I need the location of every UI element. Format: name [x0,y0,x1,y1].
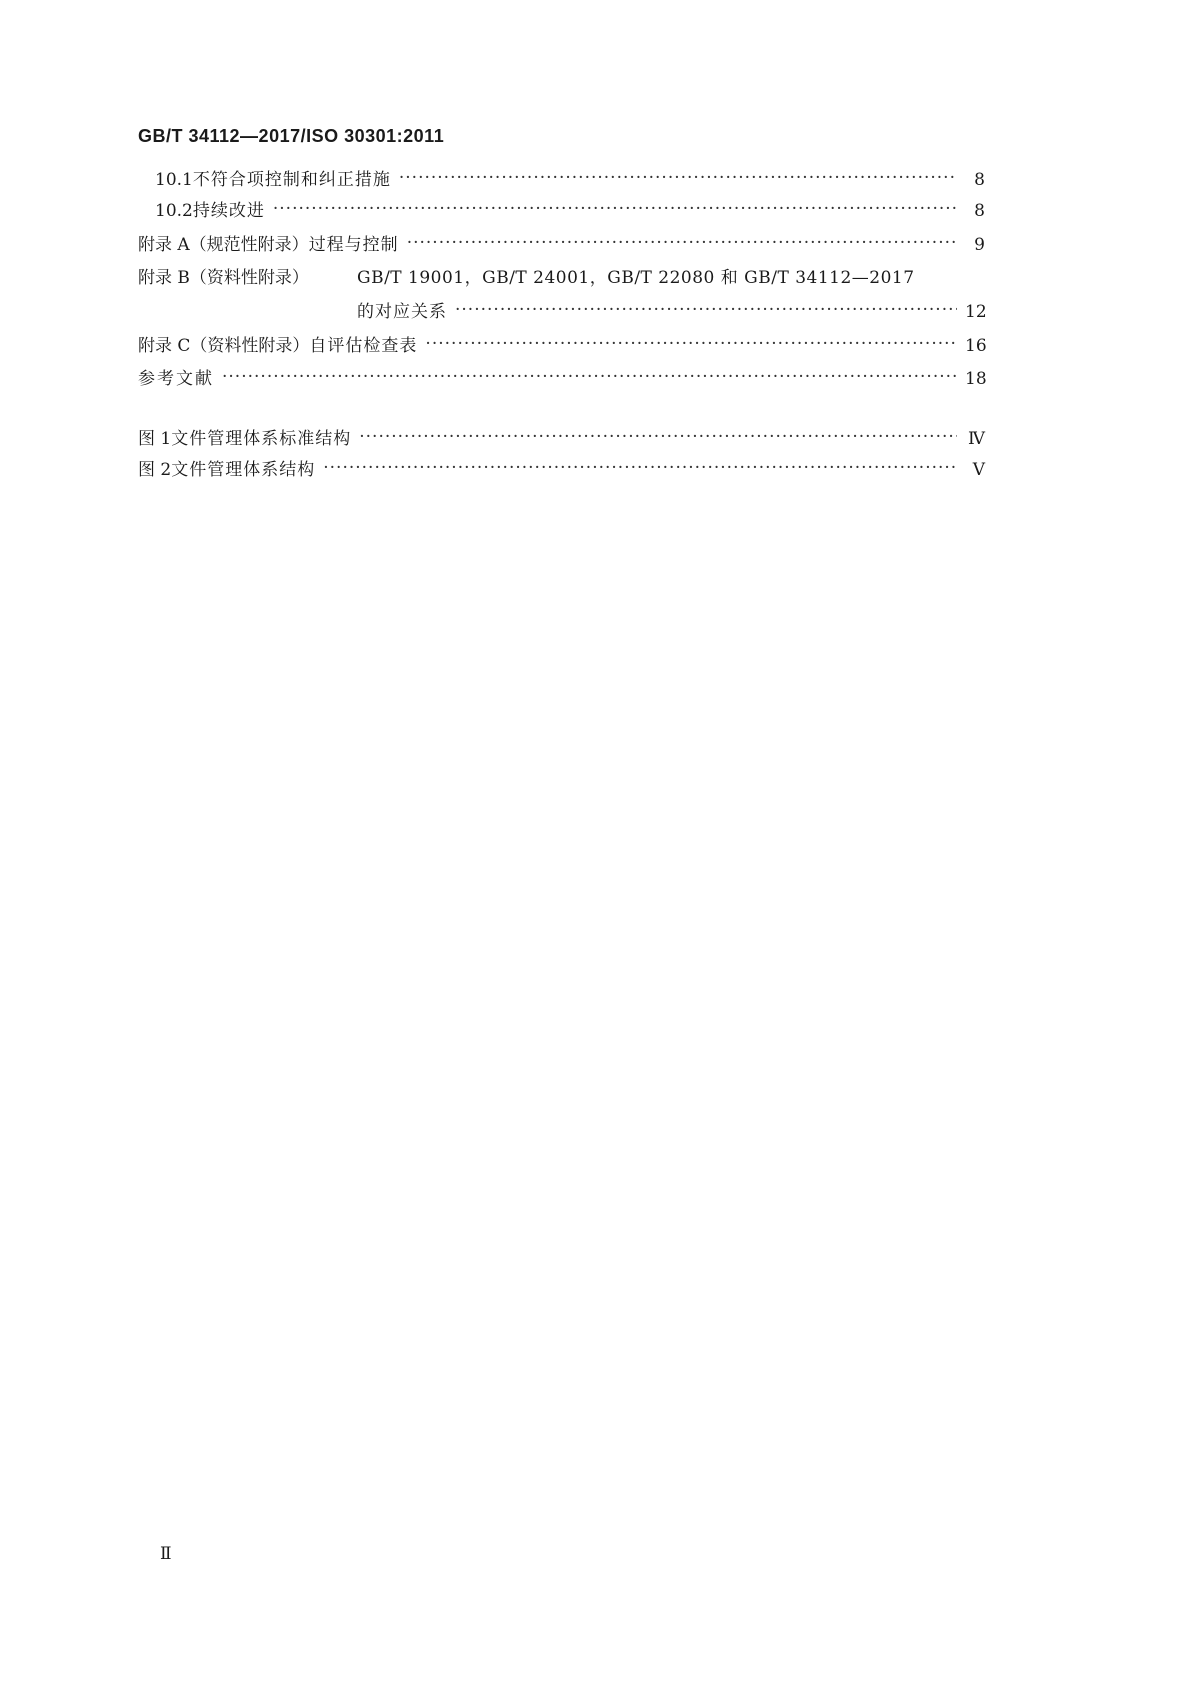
figure-page: Ⅳ [968,429,985,449]
figure-number: 图 1 [138,429,172,449]
figure-title: 文件管理体系标准结构 [171,429,352,449]
toc-dot-leader [407,231,957,255]
figure-number: 图 2 [138,460,172,480]
figure-page: Ⅴ [972,460,985,480]
toc-entry-page: 12 [965,302,987,322]
toc-dot-leader [323,456,957,480]
toc-entry-page: 8 [974,170,985,190]
toc-entry-page: 16 [965,336,987,356]
figure-title: 文件管理体系结构 [171,460,316,480]
toc-entry-annex-b[interactable] [138,266,985,290]
toc-entry-annex-a[interactable] [138,233,985,257]
toc-entry-annex-c[interactable] [138,334,985,358]
toc-entry-title: 不符合项控制和纠正措施 [192,170,391,190]
toc-dot-leader [455,298,957,322]
page-number: Ⅱ [160,1544,172,1564]
toc-entry-title: GB/T 19001，GB/T 24001，GB/T 22080 和 GB/T 34112—2017 [357,268,915,288]
toc-entry-number: 参考文献 [138,369,214,389]
toc-entry-number: 附录 A（规范性附录） [138,235,309,255]
toc-dot-leader [222,365,957,389]
toc-dot-leader [359,425,957,449]
toc-entry-title: 持续改进 [192,201,265,221]
toc-entry-number: 附录 B（资料性附录） [138,268,309,288]
toc-entry-title: 过程与控制 [308,235,399,255]
toc-entry-title-continuation: 的对应关系 [357,302,447,322]
toc-dot-leader [399,166,957,190]
toc-entry-title: 自评估检查表 [309,336,418,356]
toc-entry-number: 10.1 [155,170,193,190]
toc-entry-annex-b-continuation[interactable] [357,300,985,324]
figure-list-entry-1[interactable] [138,427,985,451]
toc-entry-bibliography[interactable] [138,367,985,391]
toc-entry-page: 9 [974,235,985,255]
toc-entry-page: 18 [965,369,987,389]
toc-entry-number: 附录 C（资料性附录） [138,336,310,356]
toc-entry-page: 8 [974,201,985,221]
figure-list-entry-2[interactable] [138,458,985,482]
toc-dot-leader [273,197,957,221]
toc-entry-10-2[interactable] [155,199,985,223]
standard-number-header: GB/T 34112—2017/ISO 30301:2011 [138,126,445,146]
toc-entry-number: 10.2 [155,201,193,221]
toc-entry-10-1[interactable] [155,168,985,192]
toc-dot-leader [425,332,957,356]
